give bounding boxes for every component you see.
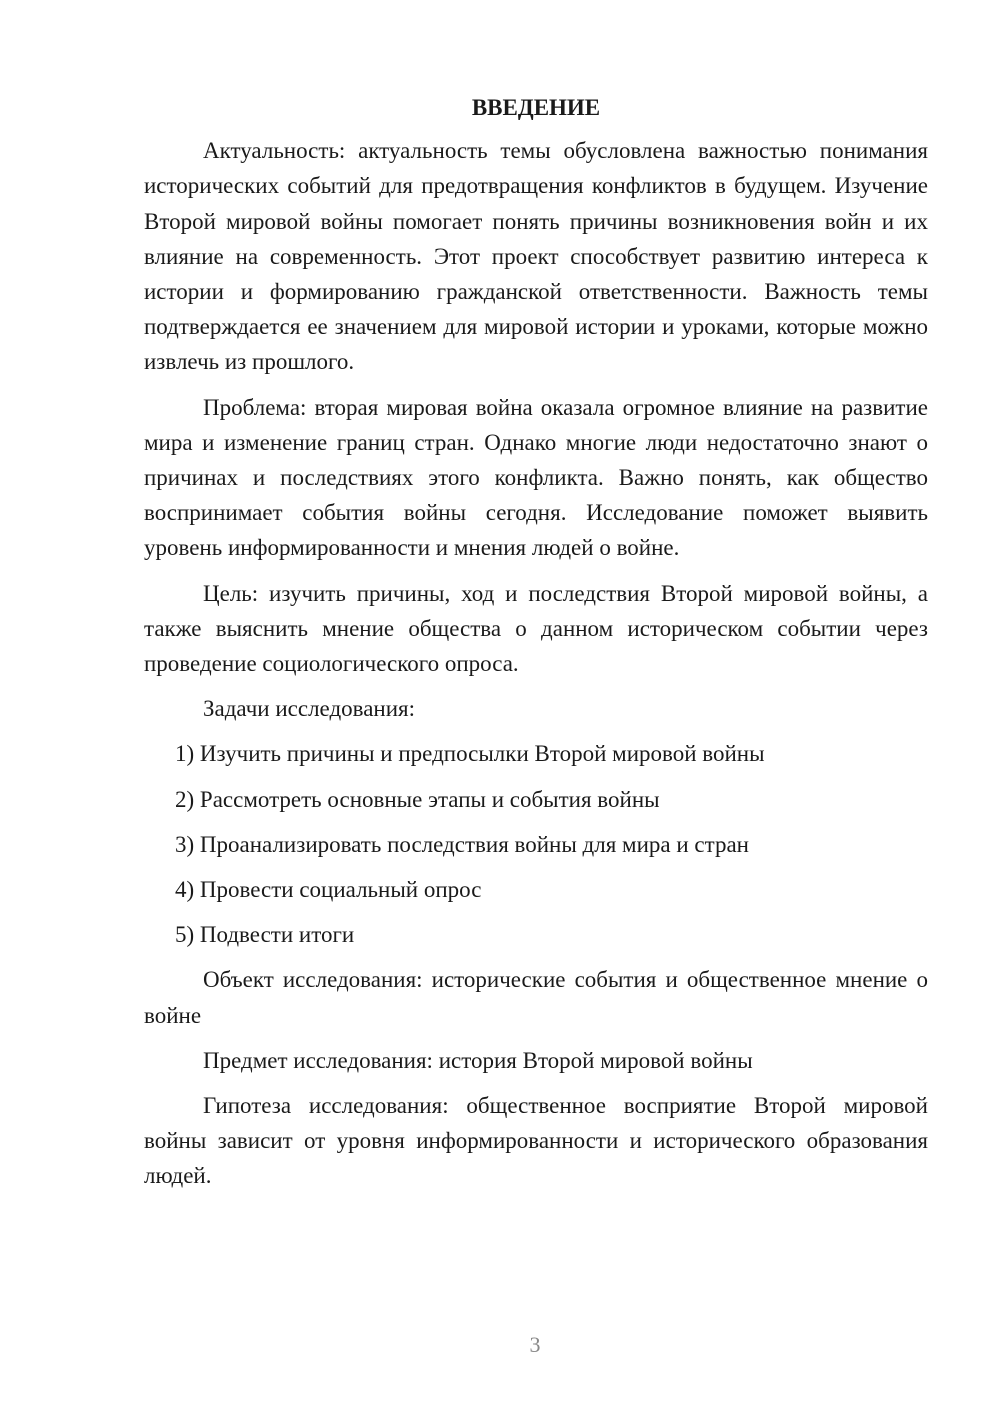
list-item: 3) Проанализировать последствия войны для мира и стран [175, 831, 749, 857]
tasks-heading: Задачи исследования: [203, 696, 416, 722]
list-item: 4) Провести социальный опрос [175, 877, 482, 903]
list-item: 5) Подвести итоги [175, 922, 355, 948]
problem-paragraph: Проблема: вторая мировая война оказала огромное влияние на развитие мира и изменение границ стран. Однако многие люди недостаточно знают о причинах и последствиях этого конфликта. Важно понять, как общество воспринимает события войны сегодня. Исследование поможет выявить уровень информированности и мнения людей о войне. [144, 394, 928, 561]
section-title: ВВЕДЕНИЕ [471, 95, 601, 120]
hypothesis-paragraph: Гипотеза исследования: общественное восприятие Второй мировой войны зависит от уровня информированности и исторического образования людей. [144, 1093, 928, 1189]
page-number: 3 [529, 1332, 541, 1357]
list-item: 1) Изучить причины и предпосылки Второй мировой войны [175, 741, 765, 767]
list-item: 2) Рассмотреть основные этапы и события войны [175, 786, 660, 812]
subject-paragraph: Предмет исследования: история Второй мировой войны [203, 1047, 753, 1073]
object-paragraph: Объект исследования: исторические события и общественное мнение о войне [144, 967, 928, 1028]
page-content [144, 90, 928, 1204]
relevance-paragraph: Актуальность: актуальность темы обусловлена важностью понимания исторических событий для предотвращения конфликтов в будущем. Изучение Второй мировой войны помогает понять причины возникновения войн и их влияние на современность. Этот проект способствует развитию интереса к истории и формированию гражданской ответственности. Важность темы подтверждается ее значением для мировой истории и уроками, которые можно извлечь из прошлого. [144, 138, 928, 375]
tasks-list [144, 736, 928, 952]
goal-paragraph: Цель: изучить причины, ход и последствия Второй мировой войны, а также выяснить мнение общества о данном историческом событии через проведение социологического опроса. [144, 580, 928, 677]
